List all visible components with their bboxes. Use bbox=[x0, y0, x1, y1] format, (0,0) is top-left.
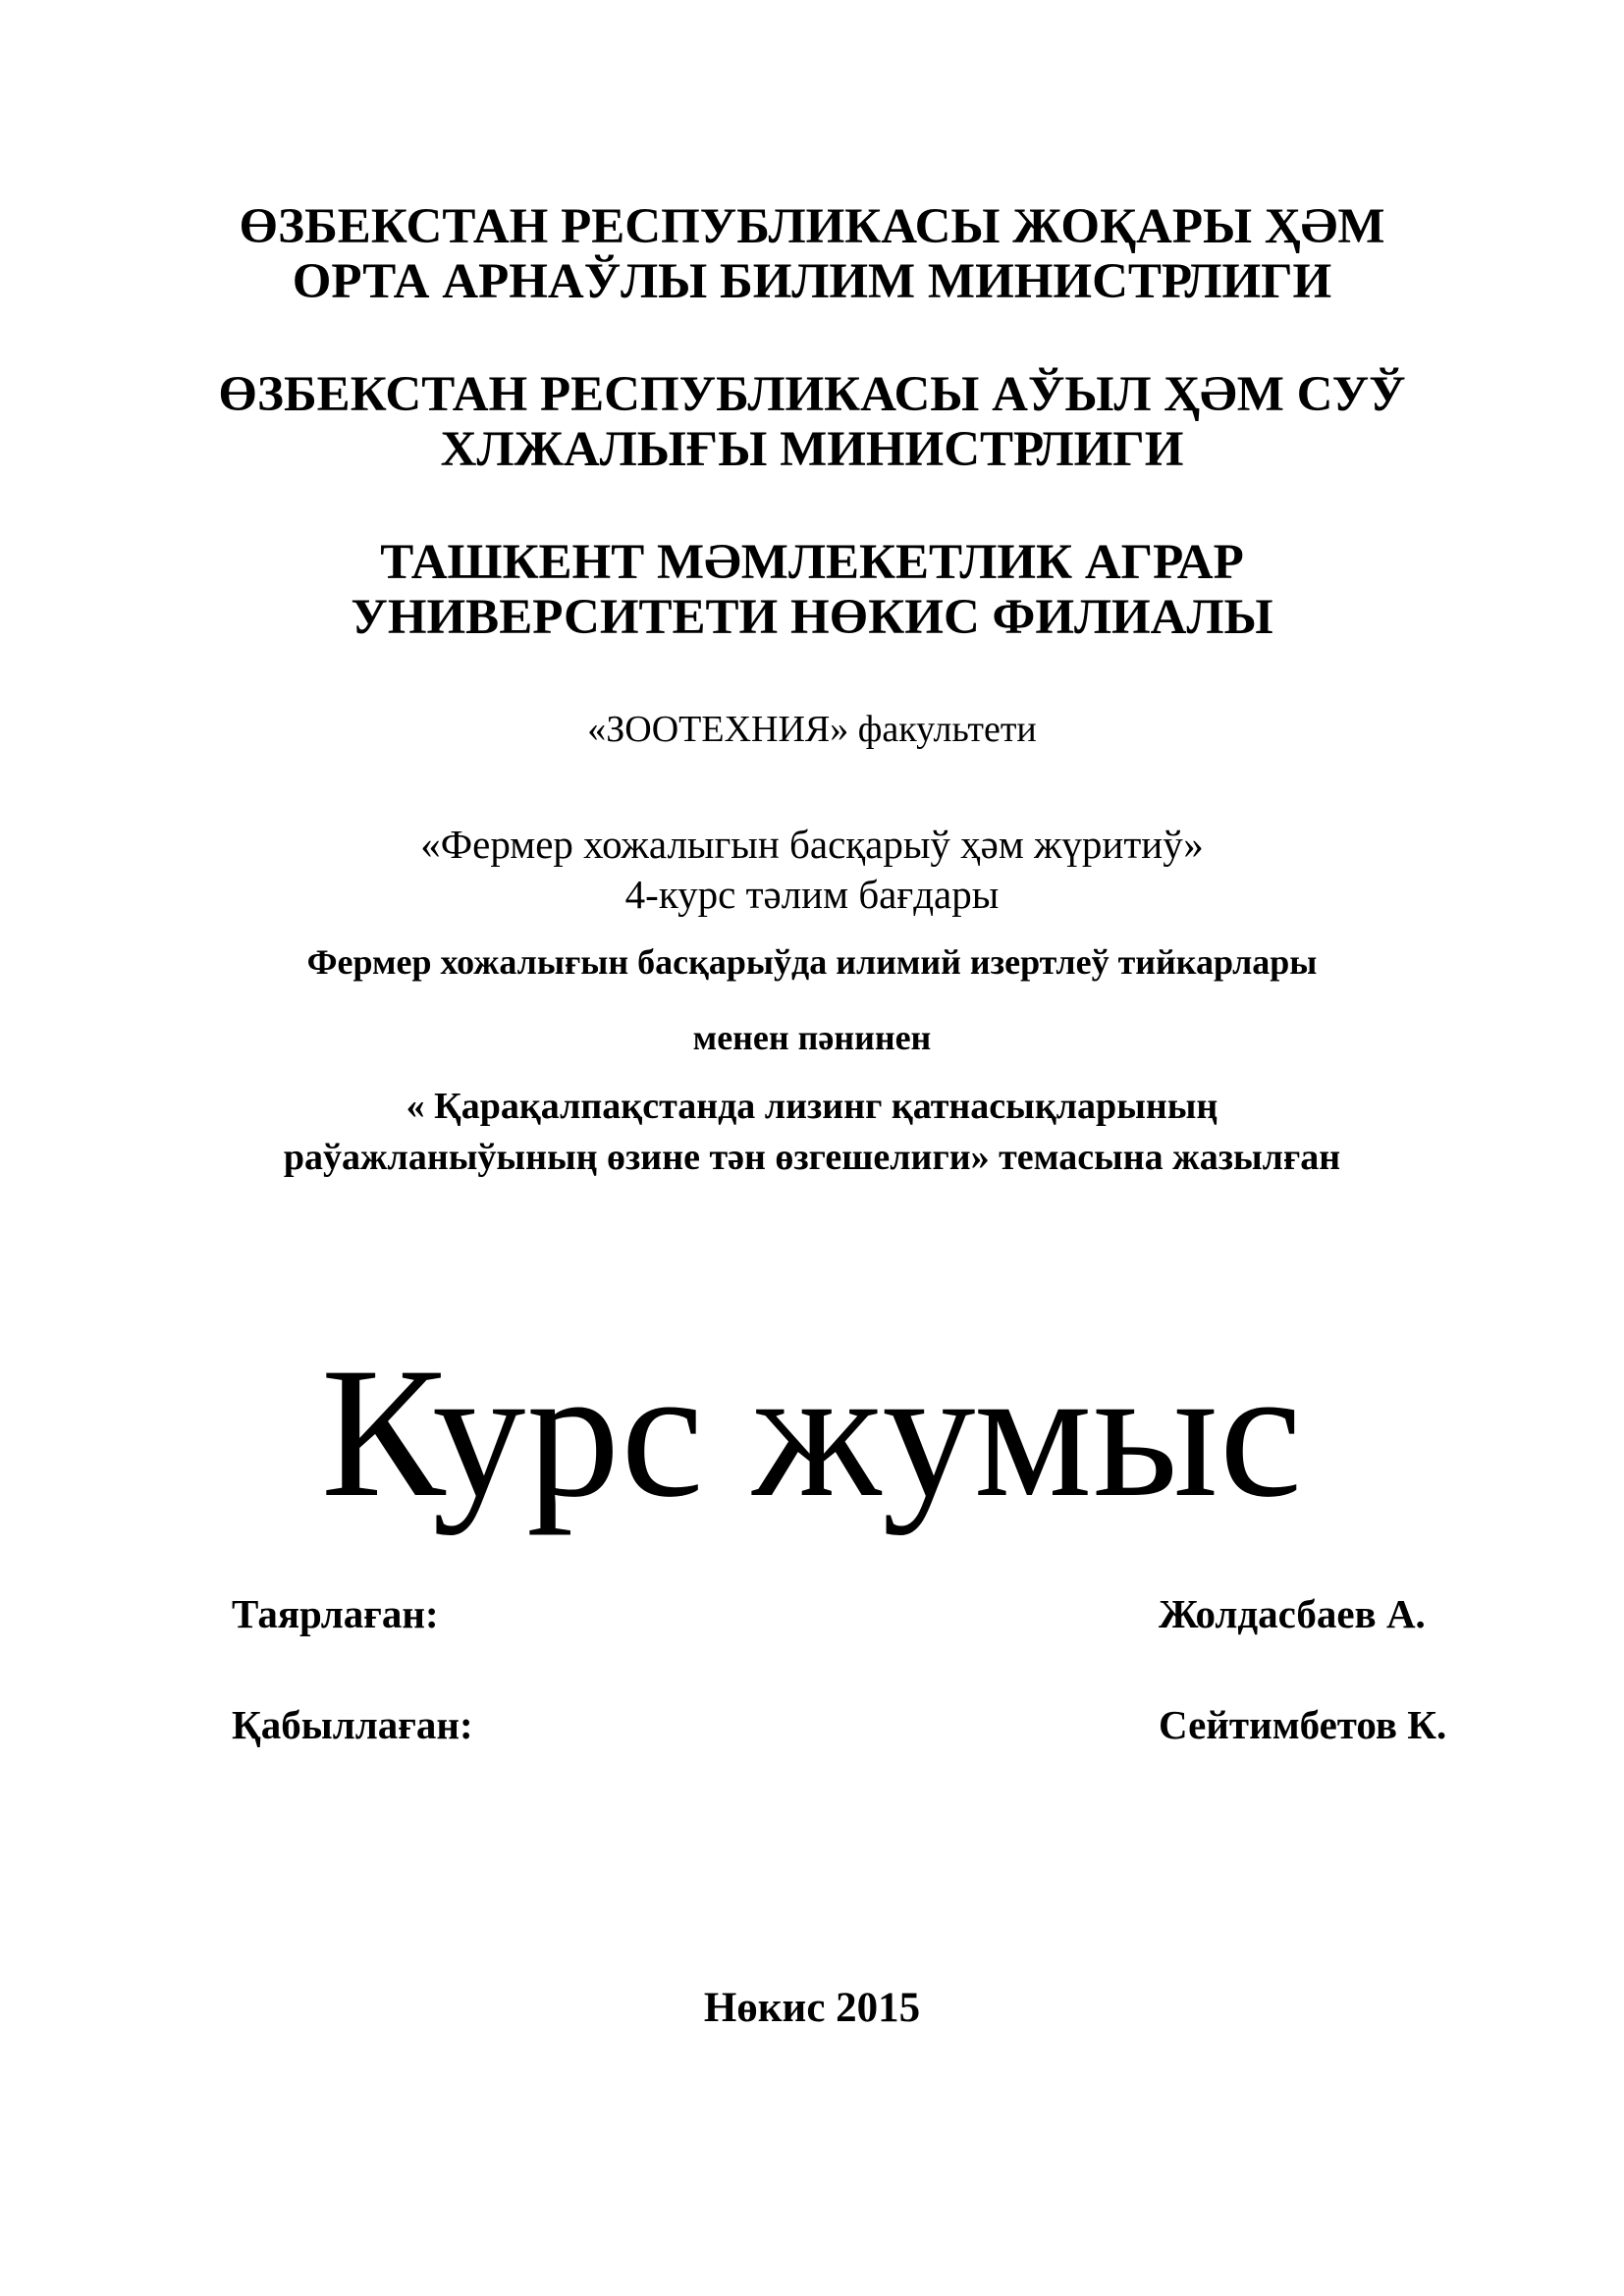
university-line-2: УНИВЕРСИТЕТИ НӨКИС ФИЛИАЛЫ bbox=[351, 590, 1273, 645]
ministry-1-line-2: ОРТА АРНАЎЛЫ БИЛИМ МИНИСТРЛИГИ bbox=[292, 254, 1332, 309]
faculty-name: «ЗООТЕХНИЯ» факультети bbox=[587, 709, 1037, 750]
subject-line-1: Фермер хожалығын басқарыўда илимий изертлеў тийкарлары bbox=[306, 942, 1318, 982]
topic-line-2: раўажланыўының өзине тән өзгешелиги» темасына жазылған bbox=[283, 1137, 1341, 1178]
topic-line-1: « Қарақалпақстанда лизинг қатнасықларының bbox=[406, 1086, 1218, 1127]
accepted-name: Сейтимбетов К. bbox=[1159, 1702, 1447, 1747]
accepted-label: Қабыллаған: bbox=[232, 1702, 473, 1747]
subject-line-2: менен пәнинен bbox=[692, 1018, 932, 1057]
prepared-label: Таярлаған: bbox=[232, 1591, 439, 1636]
university-line-1: ТАШКЕНТ МӘМЛЕКЕТЛИК АГРАР bbox=[380, 535, 1244, 590]
ministry-2-line-2: ХЛЖАЛЫҒЫ МИНИСТРЛИГИ bbox=[440, 422, 1184, 477]
ministry-2-line-1: ӨЗБЕКСТАН РЕСПУБЛИКАСЫ АЎЫЛ ҲӘМ СУЎ bbox=[218, 367, 1406, 422]
program-line-2: 4-курс тәлим бағдары bbox=[624, 872, 1000, 917]
prepared-name: Жолдасбаев А. bbox=[1159, 1591, 1426, 1636]
program-line-1: «Фермер хожалыгын басқарыў ҳәм жүритиў» bbox=[420, 822, 1204, 867]
document-title: Курс жумыс bbox=[320, 1330, 1304, 1536]
city-year: Нөкис 2015 bbox=[703, 1985, 921, 2031]
ministry-1-line-1: ӨЗБЕКСТАН РЕСПУБЛИКАСЫ ЖОҚАРЫ ҲӘМ bbox=[239, 199, 1385, 254]
